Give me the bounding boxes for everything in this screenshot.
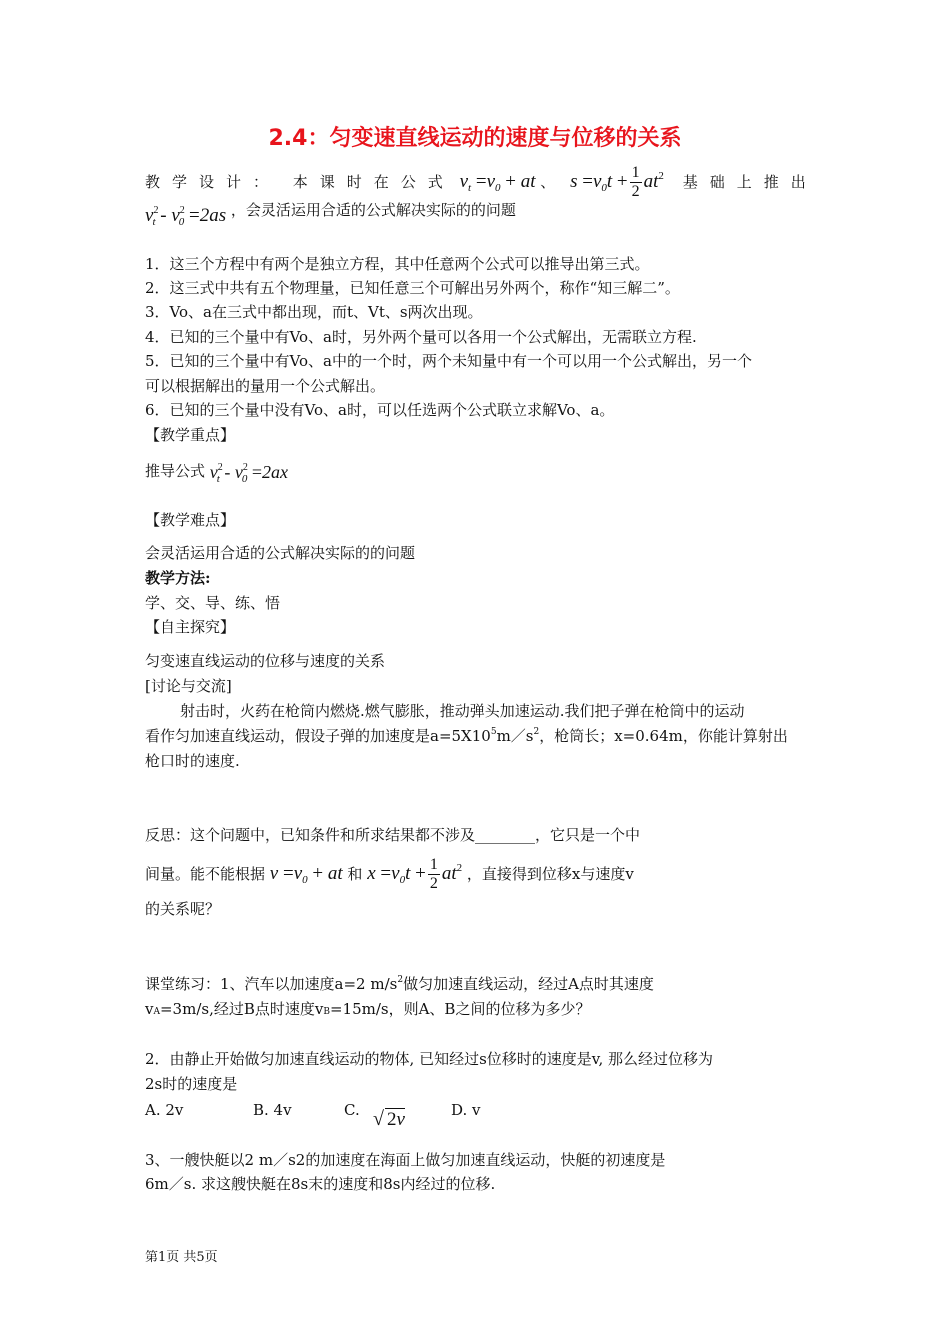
method-heading: 教学方法: — [145, 569, 211, 587]
option-b: B. 4v — [253, 1101, 292, 1119]
design-sep: 、 — [540, 172, 556, 191]
exercise-1b: 做匀加速直线运动，经过A点时其速度 — [403, 975, 654, 993]
difficulty-heading: 【教学难点】 — [145, 511, 236, 529]
option-d: D. v — [451, 1101, 481, 1119]
exercise-2-line-1: 2．由静止开始做匀加速直线运动的物体, 已知经过s位移时的速度是v, 那么经过位移为 — [145, 1050, 714, 1068]
exercise-1c-b: =3m/s,经过B点时速度v — [159, 1000, 324, 1018]
method-text: 学、交、导、练、悟 — [145, 594, 281, 612]
explore-p2c: ，枪筒长；x=0.64m，你能计算射出 — [539, 727, 788, 745]
page-title: 2.4：匀变速直线运动的速度与位移的关系 — [268, 126, 682, 151]
difficulty-text: 会灵活运用合适的公式解决实际的的问题 — [145, 544, 416, 562]
discuss-heading: [讨论与交流] — [145, 677, 232, 695]
design-text1: 本课时在公式 — [292, 172, 455, 191]
exercise-1-line-2 — [145, 999, 590, 1022]
list-item: 4．已知的三个量中有Vo、a时，另外两个量可以各用一个公式解出，无需联立方程. — [145, 328, 697, 346]
reflect-line-1: 反思：这个问题中，已知条件和所求结果都不涉及________，它只是一个中 — [145, 826, 641, 844]
exercise-1c-c: =15m/s，则A、B之间的位移为多少？ — [329, 1000, 591, 1018]
formula-v: $v =v_0$ + at — [269, 862, 343, 886]
list-item: 3．Vo、a在三式中都出现，而t、Vt、s两次出现。 — [145, 303, 483, 321]
formula-vt2-v02-2as: $v^2_t - v^2_0 =2as$ — [145, 205, 227, 228]
subscript: B — [323, 1007, 330, 1017]
explore-heading: 【自主探究】 — [145, 618, 236, 636]
subscript: A — [153, 1007, 160, 1017]
exercise-3-line-2: 6m／s. 求这艘快艇在8s末的速度和8s内经过的位移. — [145, 1175, 496, 1193]
exercise-2-line-2: 2s时的速度是 — [145, 1075, 238, 1093]
key-point-label: 推导公式 — [145, 462, 206, 480]
exercise-1-line-1 — [145, 974, 654, 997]
design-text3: ，会灵活运用合适的公式解决实际的的问题 — [230, 201, 516, 219]
exercise-1c-a: v — [145, 1000, 154, 1018]
explore-p2b: m／s — [496, 727, 534, 745]
reflect-and: 和 — [347, 864, 363, 883]
list-item: 1．这三个方程中有两个是独立方程，其中任意两个公式可以推导出第三式。 — [145, 255, 650, 273]
option-c: C. — [344, 1101, 360, 1119]
page-footer: 第1页 共5页 — [145, 1250, 218, 1265]
design-line-2 — [145, 201, 516, 229]
exponent: 2 — [533, 727, 540, 737]
design-text2: 基础上推出 — [682, 172, 818, 191]
exercise-3-line-1: 3、一艘快艇以2 m／s2的加速度在海面上做匀加速直线运动，快艇的初速度是 — [145, 1151, 666, 1169]
list-item: 2．这三式中共有五个物理量，已知任意三个可解出另外两个，称作“知三解二”。 — [145, 279, 680, 297]
list-item: 6．已知的三个量中没有Vo、a时，可以任选两个公式联立求解Vo、a。 — [145, 401, 615, 419]
explore-subtitle: 匀变速直线运动的位移与速度的关系 — [145, 652, 386, 670]
formula-vt2-v02-2ax: $v^2_t - v^2_0 =2ax$ — [209, 462, 289, 485]
explore-paragraph-line-3: 枪口时的速度. — [145, 752, 240, 770]
formula-velocity: $v_t =v_0$ + at — [459, 170, 536, 194]
key-point-heading: 【教学重点】 — [145, 426, 236, 444]
exponent: 2 — [397, 975, 404, 985]
explore-p2a: 看作匀加速直线运动，假设子弹的加速度是a=5X10 — [145, 727, 491, 745]
list-item: 可以根据解出的量用一个公式解出。 — [145, 377, 386, 395]
design-line — [145, 164, 818, 201]
key-point-line — [145, 462, 288, 486]
reflect-line-2 — [145, 856, 634, 893]
explore-paragraph-line-1: 射击时，火药在枪筒内燃烧.燃气膨胀，推动弹头加速运动.我们把子弹在枪筒中的运动 — [180, 702, 745, 720]
reflect-text-a: 间量。能不能根据 — [145, 864, 266, 883]
formula-displacement: $s =v_0t$ + $\frac{1}{2}$ $at^2$ — [570, 164, 664, 200]
design-label: 教学设计： — [145, 172, 281, 191]
list-item: 5．已知的三个量中有Vo、a中的一个时，两个未知量中有一个可以用一个公式解出，另一个 — [145, 352, 752, 370]
formula-x: $x =v_0t$ + $\frac{1}{2}$ $at^2$ — [367, 856, 463, 892]
exercise-1a: 课堂练习：1、汽车以加速度a=2 m/s — [145, 975, 398, 993]
reflect-line-3: 的关系呢？ — [145, 900, 221, 918]
option-c-sqrt2v: √ 2v — [373, 1108, 405, 1130]
reflect-text-b: ，直接得到位移x与速度v — [466, 864, 634, 883]
exponent: 5 — [490, 727, 497, 737]
explore-paragraph-line-2 — [145, 726, 788, 749]
option-a: A. 2v — [145, 1101, 184, 1119]
